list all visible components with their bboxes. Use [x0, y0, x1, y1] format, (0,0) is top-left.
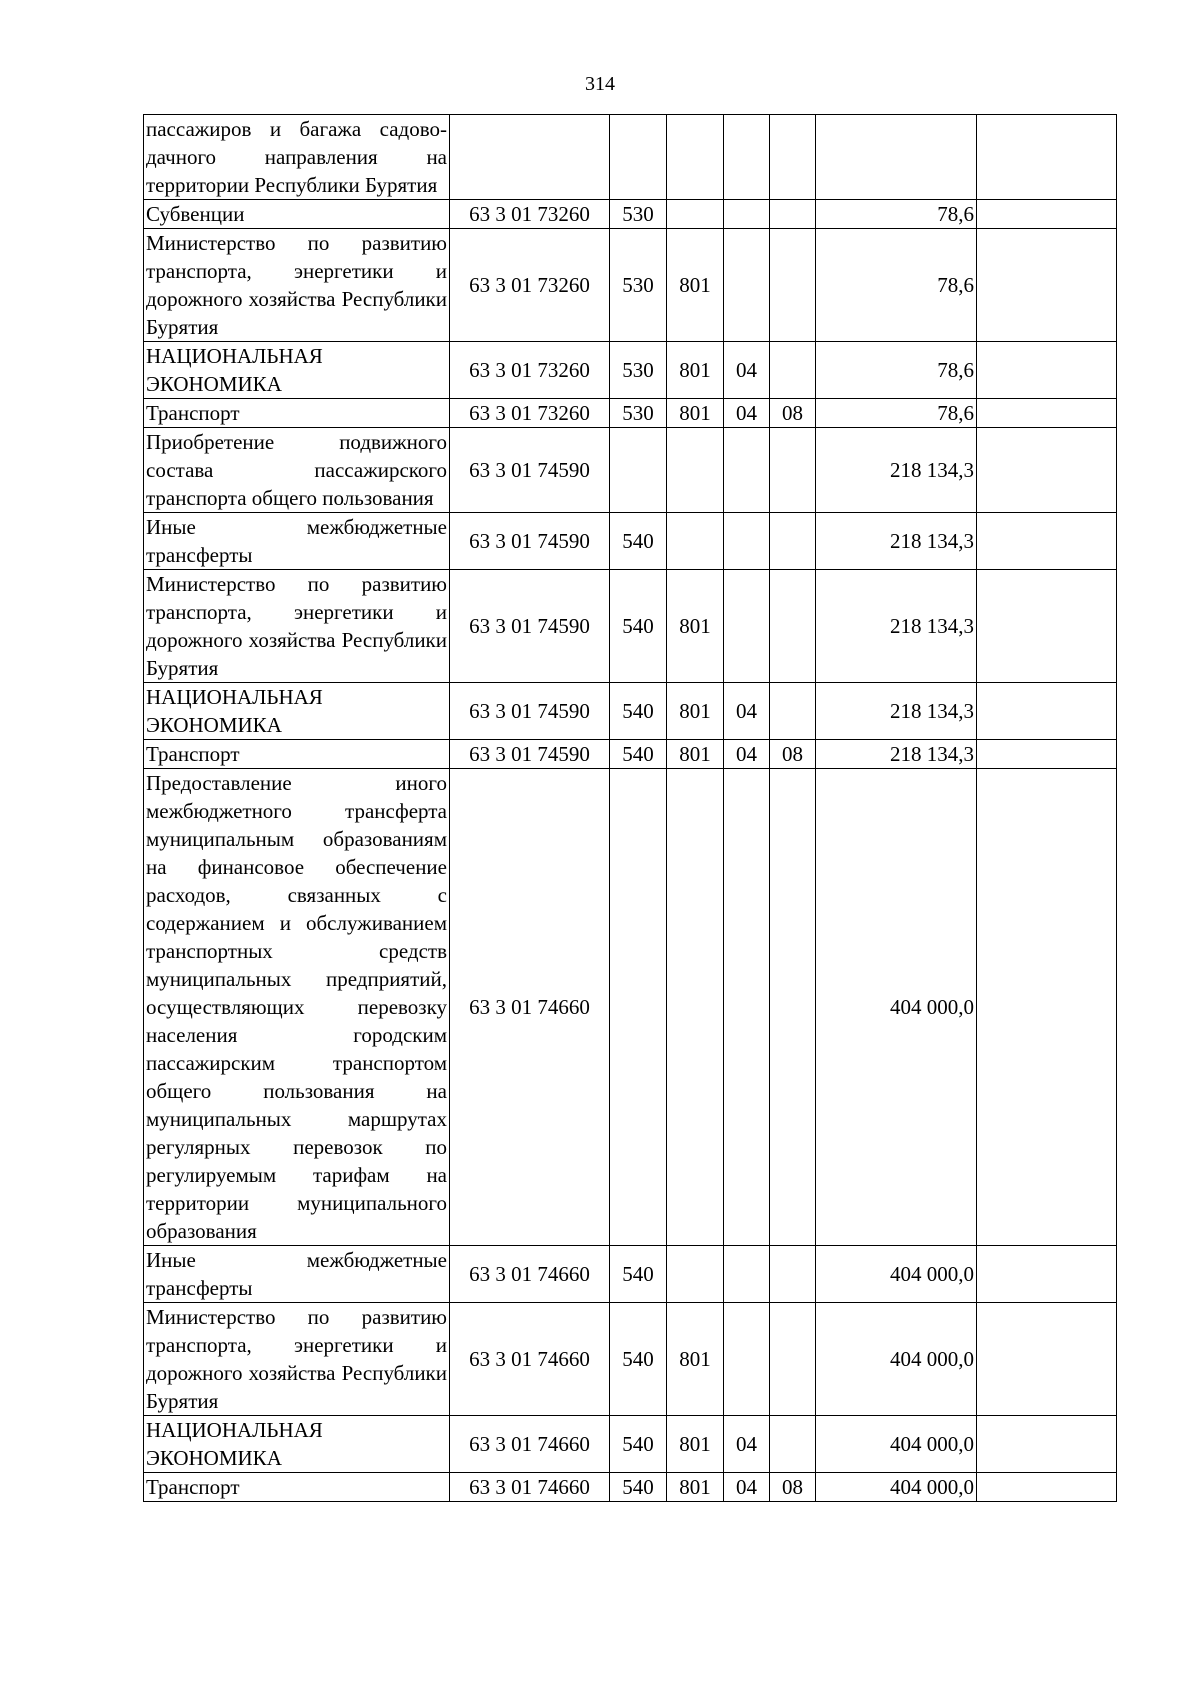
row-rz: 04 — [724, 1416, 770, 1473]
row-extra — [977, 513, 1117, 570]
row-sum: 404 000,0 — [816, 1416, 977, 1473]
row-rz — [724, 229, 770, 342]
row-gr: 801 — [667, 1416, 724, 1473]
row-pr — [770, 683, 816, 740]
table-row — [144, 229, 1117, 342]
table-row — [144, 769, 1117, 1246]
row-pr: 08 — [770, 1473, 816, 1502]
row-csr: 63 3 01 74660 — [450, 1473, 610, 1502]
row-vr — [610, 769, 667, 1246]
row-rz: 04 — [724, 683, 770, 740]
row-extra — [977, 683, 1117, 740]
row-vr: 540 — [610, 570, 667, 683]
row-sum: 218 134,3 — [816, 683, 977, 740]
row-vr: 540 — [610, 1303, 667, 1416]
row-rz — [724, 570, 770, 683]
row-rz — [724, 115, 770, 200]
row-extra — [977, 1303, 1117, 1416]
row-extra — [977, 570, 1117, 683]
row-extra — [977, 1416, 1117, 1473]
row-pr: 08 — [770, 399, 816, 428]
row-vr: 530 — [610, 399, 667, 428]
row-extra — [977, 115, 1117, 200]
row-gr: 801 — [667, 683, 724, 740]
row-csr: 63 3 01 74660 — [450, 769, 610, 1246]
row-name: Транспорт — [144, 1473, 450, 1502]
row-rz: 04 — [724, 740, 770, 769]
row-name: НАЦИОНАЛЬНАЯ ЭКОНОМИКА — [144, 342, 450, 399]
row-sum: 218 134,3 — [816, 570, 977, 683]
row-extra — [977, 200, 1117, 229]
table-row — [144, 428, 1117, 513]
row-name: Субвенции — [144, 200, 450, 229]
table-row — [144, 399, 1117, 428]
row-sum: 404 000,0 — [816, 1246, 977, 1303]
row-gr: 801 — [667, 399, 724, 428]
row-extra — [977, 428, 1117, 513]
row-extra — [977, 229, 1117, 342]
row-name: НАЦИОНАЛЬНАЯ ЭКОНОМИКА — [144, 683, 450, 740]
row-sum: 218 134,3 — [816, 428, 977, 513]
row-extra — [977, 1473, 1117, 1502]
row-sum — [816, 115, 977, 200]
row-name: Министерство по развитию транспорта, энергетики и дорожного хозяйства Республики Бурятия — [144, 229, 450, 342]
row-name: Иные межбюджетные трансферты — [144, 513, 450, 570]
row-gr — [667, 115, 724, 200]
row-vr: 530 — [610, 229, 667, 342]
row-sum: 404 000,0 — [816, 1303, 977, 1416]
row-csr: 63 3 01 74590 — [450, 428, 610, 513]
row-pr — [770, 1303, 816, 1416]
page-number: 314 — [585, 73, 615, 95]
row-gr: 801 — [667, 342, 724, 399]
row-gr — [667, 200, 724, 229]
row-extra — [977, 1246, 1117, 1303]
table-row — [144, 1303, 1117, 1416]
row-pr: 08 — [770, 740, 816, 769]
row-gr — [667, 428, 724, 513]
row-csr: 63 3 01 74660 — [450, 1246, 610, 1303]
row-sum: 404 000,0 — [816, 769, 977, 1246]
row-csr: 63 3 01 73260 — [450, 200, 610, 229]
row-gr — [667, 1246, 724, 1303]
row-sum: 78,6 — [816, 342, 977, 399]
row-rz — [724, 1303, 770, 1416]
table-row — [144, 513, 1117, 570]
row-csr: 63 3 01 74590 — [450, 570, 610, 683]
row-csr: 63 3 01 74590 — [450, 740, 610, 769]
row-pr — [770, 513, 816, 570]
row-vr: 540 — [610, 1416, 667, 1473]
row-vr — [610, 428, 667, 513]
row-vr: 540 — [610, 740, 667, 769]
row-name: Транспорт — [144, 740, 450, 769]
row-extra — [977, 342, 1117, 399]
row-name: НАЦИОНАЛЬНАЯ ЭКОНОМИКА — [144, 1416, 450, 1473]
table-row — [144, 1416, 1117, 1473]
table-row — [144, 1246, 1117, 1303]
row-rz — [724, 769, 770, 1246]
row-sum: 404 000,0 — [816, 1473, 977, 1502]
row-csr: 63 3 01 74660 — [450, 1416, 610, 1473]
budget-table — [143, 114, 1117, 1502]
row-sum: 218 134,3 — [816, 513, 977, 570]
row-gr: 801 — [667, 740, 724, 769]
row-rz: 04 — [724, 1473, 770, 1502]
row-gr — [667, 513, 724, 570]
row-vr: 540 — [610, 513, 667, 570]
table-row — [144, 342, 1117, 399]
row-gr: 801 — [667, 1473, 724, 1502]
row-rz: 04 — [724, 342, 770, 399]
table-row — [144, 570, 1117, 683]
table-row — [144, 200, 1117, 229]
row-extra — [977, 740, 1117, 769]
row-pr — [770, 200, 816, 229]
row-vr: 530 — [610, 342, 667, 399]
row-rz — [724, 200, 770, 229]
row-vr: 540 — [610, 1473, 667, 1502]
row-sum: 78,6 — [816, 229, 977, 342]
row-csr: 63 3 01 73260 — [450, 342, 610, 399]
row-csr: 63 3 01 74590 — [450, 513, 610, 570]
row-pr — [770, 229, 816, 342]
table-row — [144, 1473, 1117, 1502]
row-gr — [667, 769, 724, 1246]
row-pr — [770, 428, 816, 513]
row-name: пассажиров и багажа садово-дачного направления на территории Республики Бурятия — [144, 115, 450, 200]
row-csr: 63 3 01 73260 — [450, 399, 610, 428]
row-vr — [610, 115, 667, 200]
row-pr — [770, 342, 816, 399]
row-gr: 801 — [667, 1303, 724, 1416]
table-row — [144, 115, 1117, 200]
row-pr — [770, 570, 816, 683]
row-vr: 540 — [610, 683, 667, 740]
row-pr — [770, 115, 816, 200]
row-csr: 63 3 01 73260 — [450, 229, 610, 342]
row-extra — [977, 769, 1117, 1246]
row-name: Приобретение подвижного состава пассажирского транспорта общего пользования — [144, 428, 450, 513]
row-name: Транспорт — [144, 399, 450, 428]
row-gr: 801 — [667, 570, 724, 683]
row-rz — [724, 428, 770, 513]
row-name: Иные межбюджетные трансферты — [144, 1246, 450, 1303]
row-csr: 63 3 01 74660 — [450, 1303, 610, 1416]
row-name: Предоставление иного межбюджетного трансферта муниципальным образованиям на финансовое обеспечение расходов, связанных с содержанием и обслуживанием транспортных средств муниципальных предприятий, осуществляющих перевозку населения городским пассажирским транспортом общего пользования на муниципальных маршрутах регулярных перевозок по регулируемым тарифам на территории муниципального образования — [144, 769, 450, 1246]
table-row — [144, 740, 1117, 769]
row-name: Министерство по развитию транспорта, энергетики и дорожного хозяйства Республики Бурятия — [144, 1303, 450, 1416]
row-pr — [770, 1246, 816, 1303]
row-rz — [724, 513, 770, 570]
table-row — [144, 683, 1117, 740]
row-pr — [770, 1416, 816, 1473]
row-name: Министерство по развитию транспорта, энергетики и дорожного хозяйства Республики Бурятия — [144, 570, 450, 683]
row-extra — [977, 399, 1117, 428]
row-vr: 530 — [610, 200, 667, 229]
row-sum: 78,6 — [816, 399, 977, 428]
row-sum: 218 134,3 — [816, 740, 977, 769]
row-gr: 801 — [667, 229, 724, 342]
row-csr: 63 3 01 74590 — [450, 683, 610, 740]
row-vr: 540 — [610, 1246, 667, 1303]
row-sum: 78,6 — [816, 200, 977, 229]
row-rz — [724, 1246, 770, 1303]
row-rz: 04 — [724, 399, 770, 428]
row-csr — [450, 115, 610, 200]
row-pr — [770, 769, 816, 1246]
